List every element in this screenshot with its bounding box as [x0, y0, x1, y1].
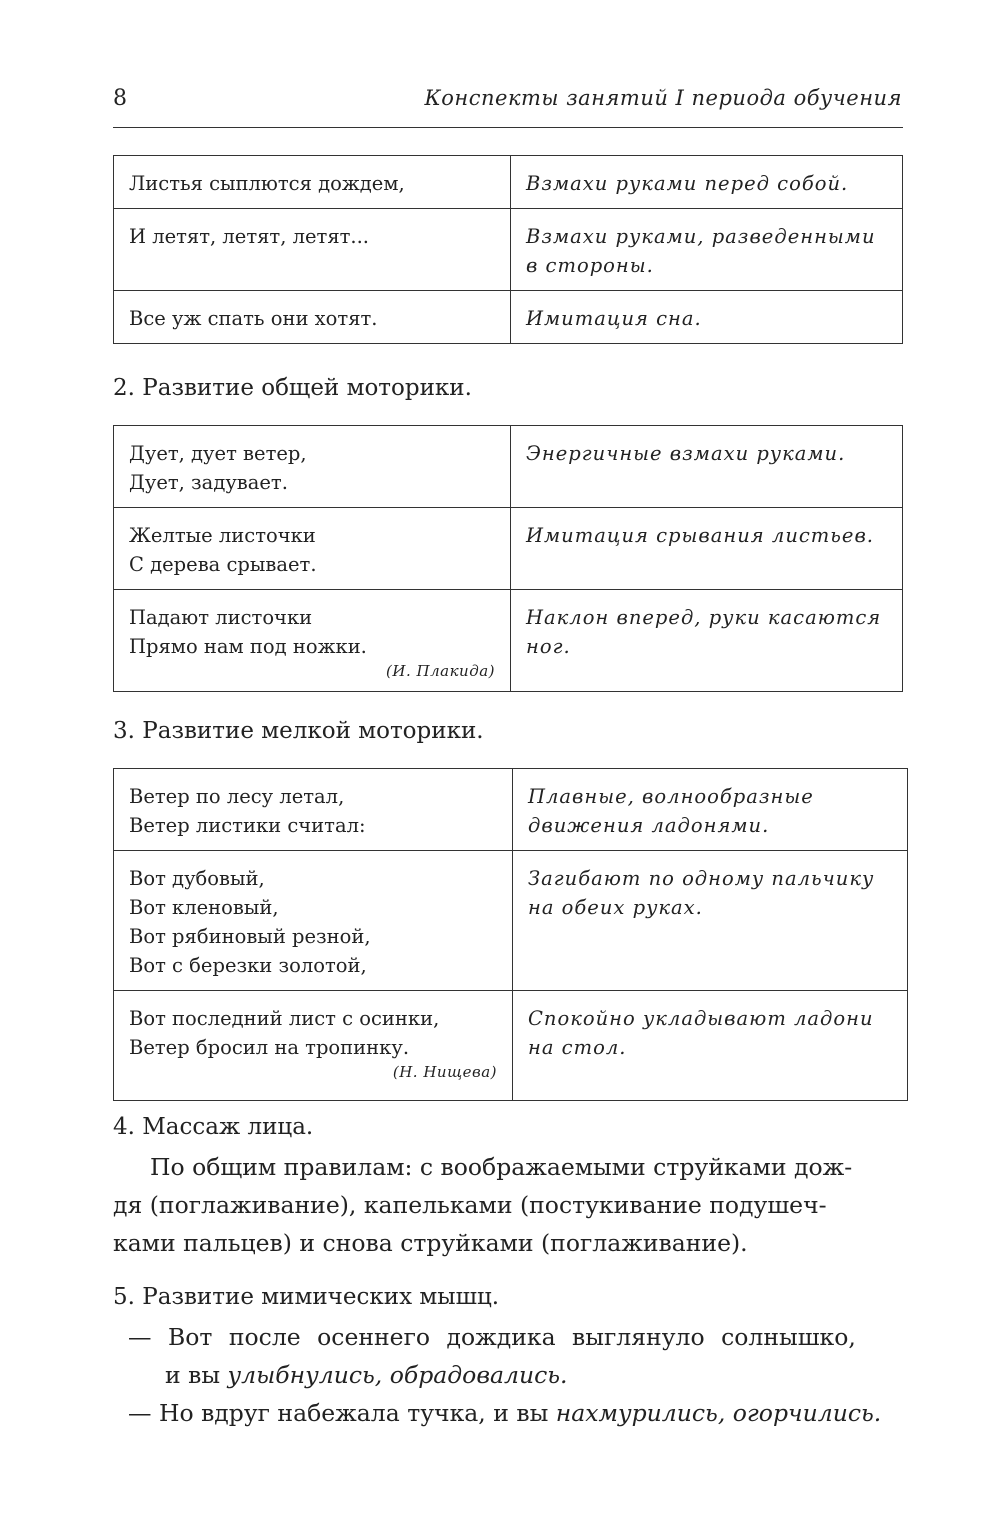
poem-cell: [114, 291, 511, 344]
running-title: Конспекты занятий I периода обучения: [424, 86, 902, 110]
poem-line: Все уж спать они хотят.: [129, 307, 378, 330]
poem-line: Вот с березки золотой,: [129, 954, 367, 977]
poem-line: С дерева срывает.: [129, 553, 317, 576]
table-row: [114, 209, 903, 291]
poem-cell: [114, 590, 511, 692]
movement-cell: Спокойно укладывают ладони на стол.: [513, 991, 908, 1101]
header-rule: [113, 127, 903, 128]
poem-cell: [114, 769, 513, 851]
poem-line: Дует, дует ветер,: [129, 442, 307, 465]
poem-line: Ветер бросил на тропинку.: [129, 1036, 410, 1059]
movement-cell: Наклон вперед, руки касаются ног.: [511, 590, 903, 692]
table-poem-1: [113, 155, 903, 344]
poem-author: (Н. Нищева): [392, 1063, 497, 1081]
poem-line: Листья сыплются дождем,: [129, 172, 405, 195]
section-4-heading: 4. Массаж лица.: [113, 1114, 314, 1140]
poem-cell: [114, 508, 511, 590]
movement-cell: Энергичные взмахи руками.: [511, 426, 903, 508]
movement-cell: Загибают по одному пальчику на обеих руках.: [513, 851, 908, 991]
poem-line: Вот последний лист с осинки,: [129, 1007, 440, 1030]
section-4-line-1: По общим правилам: с воображаемыми струйками дож-: [150, 1153, 853, 1181]
movement-cell: Взмахи руками перед собой.: [511, 156, 903, 209]
poem-line: Ветер листики считал:: [129, 814, 366, 837]
table-section-3: [113, 768, 908, 1101]
poem-cell: [114, 851, 513, 991]
table-row: [114, 156, 903, 209]
poem-line: Падают листочки: [129, 606, 313, 629]
table-row: [114, 590, 903, 692]
movement-cell: Взмахи руками, разведенными в стороны.: [511, 209, 903, 291]
dialog-text: и вы: [165, 1361, 228, 1389]
section-4-line-3: ками пальцев) и снова струйками (поглаживание).: [113, 1229, 748, 1257]
section-3-heading: 3. Развитие мелкой моторики.: [113, 718, 484, 744]
poem-line: Желтые листочки: [129, 524, 316, 547]
dialog-text: — Но вдруг набежала тучка, и вы: [128, 1399, 556, 1427]
table-row: [114, 508, 903, 590]
table-row: [114, 291, 903, 344]
dialog-emphasis: улыбнулись, обрадовались.: [227, 1361, 568, 1389]
poem-cell: [114, 991, 513, 1101]
poem-author: (И. Плакида): [386, 662, 495, 680]
table-row: [114, 426, 903, 508]
poem-line: Ветер по лесу летал,: [129, 785, 345, 808]
movement-cell: Имитация сна.: [511, 291, 903, 344]
section-5-heading: 5. Развитие мимических мышц.: [113, 1284, 500, 1310]
poem-line: Дует, задувает.: [129, 471, 288, 494]
table-row: [114, 851, 908, 991]
poem-line: Вот дубовый,: [129, 867, 265, 890]
section-4-line-2: дя (поглаживание), капельками (постукивание подушеч-: [113, 1191, 827, 1219]
poem-line: Прямо нам под ножки.: [129, 635, 367, 658]
page-number: 8: [113, 86, 127, 111]
dialog-emphasis: нахмурились, огорчились.: [555, 1399, 882, 1427]
section-2-heading: 2. Развитие общей моторики.: [113, 375, 472, 401]
poem-line: Вот рябиновый резной,: [129, 925, 371, 948]
table-row: [114, 769, 908, 851]
movement-cell: Плавные, волнообразные движения ладонями.: [513, 769, 908, 851]
movement-cell: Имитация срывания листьев.: [511, 508, 903, 590]
dialog-line-2: [165, 1356, 568, 1394]
poem-line: Вот кленовый,: [129, 896, 279, 919]
poem-cell: [114, 426, 511, 508]
dialog-line-1: — Вот после осеннего дождика выглянуло солнышко,: [128, 1323, 856, 1351]
poem-line: И летят, летят, летят...: [129, 225, 370, 248]
poem-cell: [114, 156, 511, 209]
poem-cell: [114, 209, 511, 291]
table-section-2: [113, 425, 903, 692]
dialog-line-3: [128, 1394, 881, 1432]
table-row: [114, 991, 908, 1101]
